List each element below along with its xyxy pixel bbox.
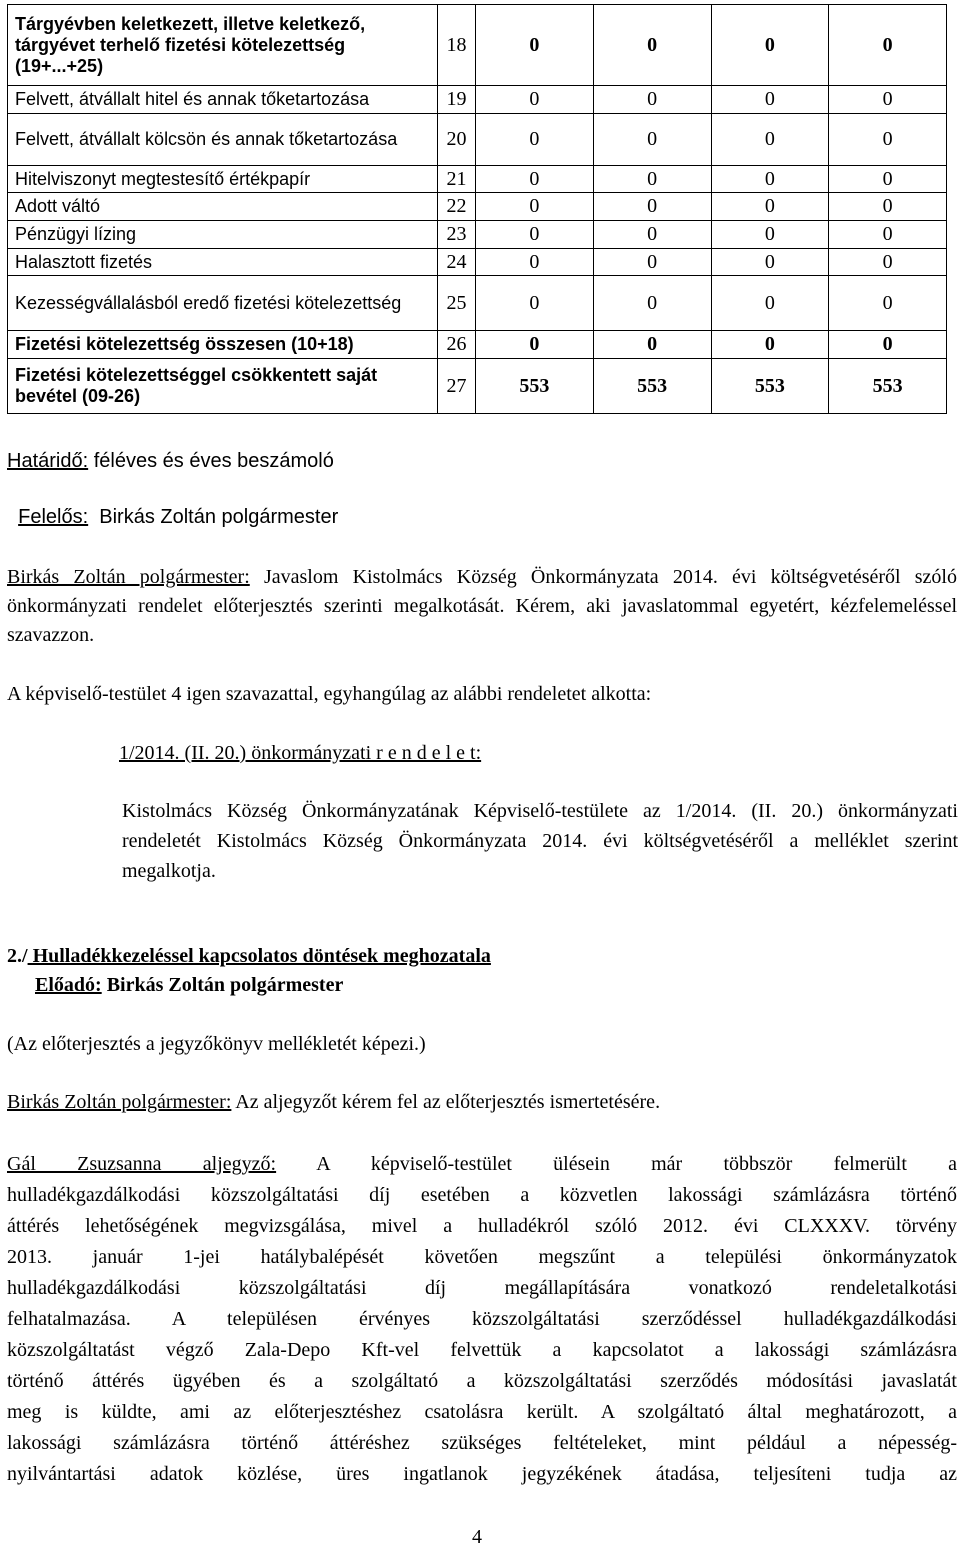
row-value: 0 — [476, 193, 594, 221]
row-code: 23 — [438, 221, 476, 249]
notary-text-line: hulladékgazdálkodási közszolgáltatási díj esetében a közvetlen lakossági számlázásra történő — [7, 1184, 957, 1206]
row-value: 0 — [711, 114, 829, 166]
row-code: 22 — [438, 193, 476, 221]
row-value: 0 — [711, 193, 829, 221]
row-code: 27 — [438, 359, 476, 414]
responsible-line — [7, 475, 338, 531]
row-value: 0 — [711, 86, 829, 114]
row-value: 0 — [593, 166, 711, 193]
row-value: 553 — [476, 359, 594, 414]
row-label: Kezességvállalásból eredő fizetési kötelezettség — [8, 276, 438, 331]
row-value: 0 — [829, 249, 947, 276]
row-label: Pénzügyi lízing — [8, 221, 438, 249]
notary-text-line: közszolgáltatást végző Zala-Depo Kft-vel felvettük a kapcsolatot a lakossági számlázásra — [7, 1339, 957, 1361]
notary-text-line: meg is küldte, ami az előterjesztéshez csatolásra került. A szolgáltató által meghatározott, a — [7, 1401, 957, 1423]
row-value: 0 — [829, 193, 947, 221]
table-row — [8, 359, 947, 414]
row-value: 0 — [593, 249, 711, 276]
row-label: Hitelviszonyt megtestesítő értékpapír — [8, 166, 438, 193]
notary-text-line: felhatalmazása. A településen érvényes közszolgáltatási szerződéssel hulladékgazdálkodási — [7, 1308, 957, 1330]
presenter-line — [35, 971, 343, 1000]
row-value: 0 — [476, 166, 594, 193]
row-label: Adott váltó — [8, 193, 438, 221]
row-code: 24 — [438, 249, 476, 276]
row-value: 0 — [593, 331, 711, 359]
row-code: 25 — [438, 276, 476, 331]
row-label: Felvett, átvállalt hitel és annak tőketartozása — [8, 86, 438, 114]
row-value: 0 — [711, 166, 829, 193]
row-value: 0 — [593, 221, 711, 249]
decree-title: 1/2014. (II. 20.) önkormányzati r e n d e l e t: — [119, 742, 482, 764]
presenter-label: Előadó: — [35, 974, 102, 996]
mayor-speaker-label-2: Birkás Zoltán polgármester: — [7, 1091, 232, 1113]
row-value: 0 — [593, 86, 711, 114]
row-code: 26 — [438, 331, 476, 359]
row-value: 0 — [829, 5, 947, 86]
row-label: Fizetési kötelezettséggel csökkentett saját bevétel (09-26) — [8, 359, 438, 414]
vote-result: A képviselő-testület 4 igen szavazattal, egyhangúlag az alábbi rendeletet alkotta: — [7, 683, 652, 705]
row-value: 0 — [593, 114, 711, 166]
notary-first-line: Gál Zsuzsanna aljegyző: A képviselő-testület ülésein már többször felmerült a — [7, 1153, 958, 1175]
notary-text-line: hulladékgazdálkodási közszolgáltatási díj megállapítására vonatkozó rendeletalkotási — [7, 1277, 957, 1299]
row-value: 0 — [829, 331, 947, 359]
row-value: 0 — [711, 221, 829, 249]
row-value: 553 — [711, 359, 829, 414]
financial-obligations-table — [7, 4, 947, 414]
row-value: 0 — [476, 114, 594, 166]
row-value: 0 — [593, 5, 711, 86]
notary-paragraph — [7, 1149, 957, 1490]
mayor-proposal-paragraph — [7, 563, 957, 650]
table-row — [8, 114, 947, 166]
row-code: 20 — [438, 114, 476, 166]
row-value: 0 — [476, 221, 594, 249]
row-label: Tárgyévben keletkezett, illetve keletkező, tárgyévet terhelő fizetési kötelezettség (19+...+25) — [8, 5, 438, 86]
page-number: 4 — [472, 1526, 482, 1548]
row-value: 0 — [711, 5, 829, 86]
notary-text-line: nyilvántartási adatok közlése, üres ingatlanok jegyzékének átadása, teljesíteni tudja az — [7, 1463, 957, 1485]
notary-text-line: lakossági számlázásra történő áttéréshez szükséges feltételeket, mint például a népesség- — [7, 1432, 957, 1454]
row-value: 0 — [593, 193, 711, 221]
deadline-label: Határidő: — [7, 450, 89, 472]
row-code: 21 — [438, 166, 476, 193]
table-row — [8, 221, 947, 249]
row-label: Felvett, átvállalt kölcsön és annak tőketartozása — [8, 114, 438, 166]
row-value: 0 — [593, 276, 711, 331]
row-value: 0 — [711, 249, 829, 276]
row-label: Halasztott fizetés — [8, 249, 438, 276]
agenda-title: Hulladékkezeléssel kapcsolatos döntések meghozatala — [27, 945, 491, 967]
deadline-text: féléves és éves beszámoló — [88, 450, 334, 472]
deadline-line — [7, 447, 334, 475]
mayor-speaker-label: Birkás Zoltán polgármester: — [7, 566, 250, 588]
row-value: 0 — [476, 86, 594, 114]
responsible-label: Felelős: — [18, 506, 89, 528]
row-label: Fizetési kötelezettség összesen (10+18) — [8, 331, 438, 359]
notary-text-line: történő áttérés ügyében és a szolgáltató a közszolgáltatási szerződés módosítási javaslatát — [7, 1370, 957, 1392]
row-value: 0 — [476, 331, 594, 359]
decree-body: Kistolmács Község Önkormányzatának Képviselő-testülete az 1/2014. (II. 20.) önkormányzati rendeletét Kistolmács Község Önkormányzata 2014. évi költségvetéséről a melléklet szerint megalkotja. — [122, 800, 958, 882]
row-value: 0 — [829, 114, 947, 166]
mayor-request-line — [7, 1088, 660, 1117]
row-value: 0 — [829, 166, 947, 193]
row-value: 0 — [476, 276, 594, 331]
row-value: 0 — [711, 331, 829, 359]
mayor-proposal-text: Javaslom Kistolmács Község Önkormányzata 2014. évi költségvetéséről szóló önkormányzati rendelet előterjesztés szerinti megalkotását. Kérem, aki javaslatommal egyetért, kézfelemeléssel szavazzon. — [7, 566, 957, 646]
table-row — [8, 331, 947, 359]
table-row — [8, 86, 947, 114]
row-value: 0 — [829, 86, 947, 114]
row-value: 0 — [711, 276, 829, 331]
row-code: 19 — [438, 86, 476, 114]
presenter-name: Birkás Zoltán polgármester — [101, 974, 344, 996]
agenda-number: 2./ — [7, 945, 28, 967]
responsible-text: Birkás Zoltán polgármester — [88, 506, 339, 528]
notary-speaker-label: Gál Zsuzsanna aljegyző: — [7, 1153, 277, 1175]
table-row — [8, 193, 947, 221]
row-value: 0 — [476, 249, 594, 276]
agenda-item-2-heading — [7, 942, 491, 971]
table-row — [8, 166, 947, 193]
row-value: 0 — [476, 5, 594, 86]
table-row — [8, 249, 947, 276]
table-row — [8, 276, 947, 331]
row-value: 0 — [829, 221, 947, 249]
mayor-request-text: Az aljegyzőt kérem fel az előterjesztés ismertetésére. — [231, 1091, 661, 1113]
row-code: 18 — [438, 5, 476, 86]
table-row — [8, 5, 947, 86]
row-value: 553 — [829, 359, 947, 414]
notary-text-line: 2013. január 1-jei hatálybalépését követően megszűnt a települési önkormányzatok — [7, 1246, 957, 1268]
row-value: 0 — [829, 276, 947, 331]
row-value: 553 — [593, 359, 711, 414]
attachment-note: (Az előterjesztés a jegyzőkönyv mellékletét képezi.) — [7, 1033, 426, 1055]
notary-text-line: áttérés lehetőségének megvizsgálása, mivel a hulladékról szóló 2012. évi CLXXXV. törvény — [7, 1215, 957, 1237]
